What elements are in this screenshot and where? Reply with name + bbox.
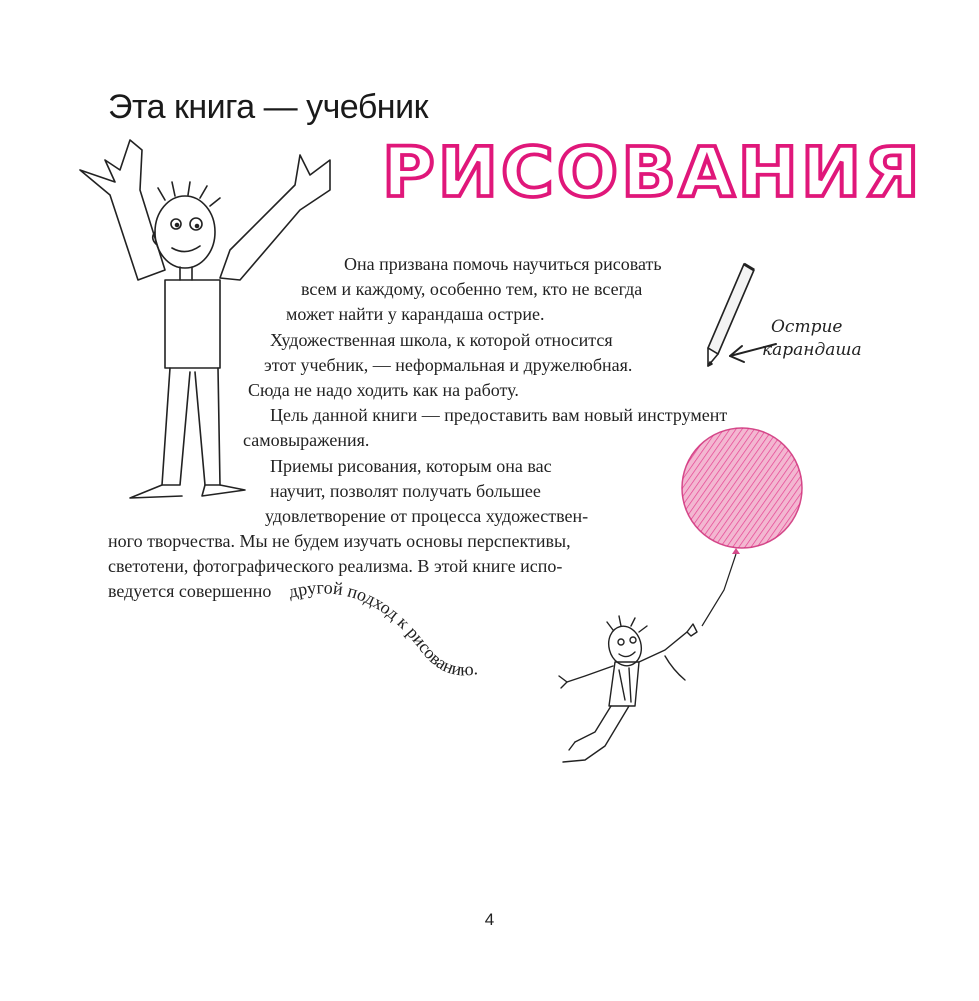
body-line-14: ведуется совершенно [108,581,272,601]
body-line-6: Сюда не надо ходить как на работу. [248,380,519,400]
body-line-1: Она призвана помочь научиться рисовать [344,254,662,274]
pencil-caption-line-1: Острие [771,317,843,337]
body-line-13: светотени, фотографического реализма. В этой книге испо- [108,556,563,576]
body-line-4: Художественная школа, к которой относится [270,330,613,350]
body-line-10: научит, позволят получать большее [270,481,541,501]
body-line-3: может найти у карандаша острие. [286,304,545,324]
body-line-11: удовлетворение от процесса художествен- [265,506,589,526]
man-arms-raised-drawing [70,140,270,510]
heading: Эта книга — учебник [108,88,428,126]
body-line-7: Цель данной книги — предоставить вам новый инструмент [270,405,728,425]
body-line-12: ного творчества. Мы не будем изучать основы перспективы, [108,531,571,551]
balloon-drawing [680,430,810,630]
body-line-8: самовыражения. [243,430,370,450]
body-line-5: этот учебник, — неформальная и дружелюбная. [264,355,633,375]
curved-text [280,570,520,690]
svg-text:другой подход к рисованию. [286,577,478,679]
body-line-9: Приемы рисования, которым она вас [270,456,552,476]
floating-man-drawing [555,610,725,770]
pencil-caption-line-2: карандаша [762,340,862,360]
body-line-2: всем и каждому, особенно тем, кто не всегда [301,279,643,299]
page-number: 4 [484,910,495,929]
curved-text-path: другой подход к рисованию. [286,577,479,680]
title-word-risovaniya: РИСОВАНИЯ [382,132,923,212]
